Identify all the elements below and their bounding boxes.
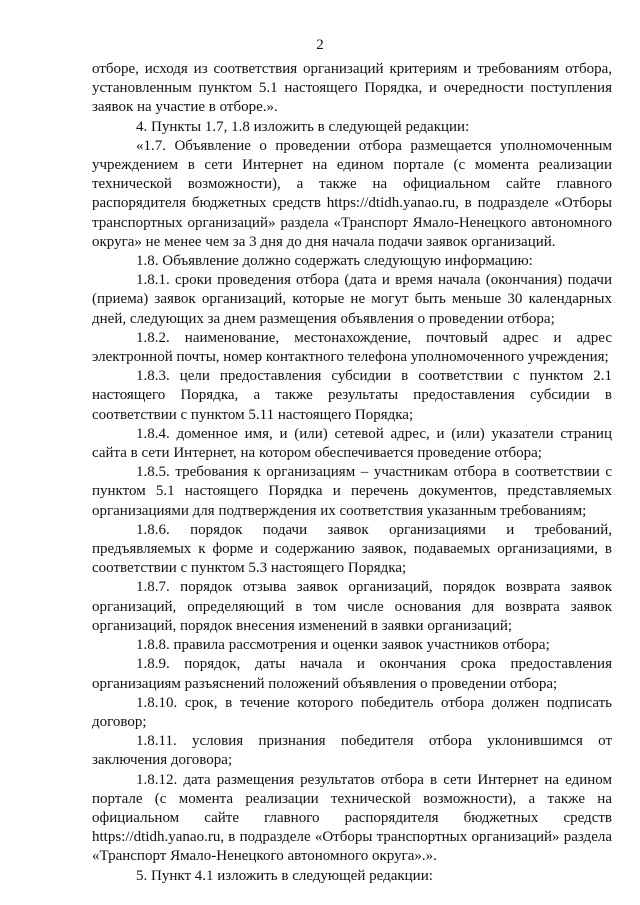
paragraph-clause-1-8-12: 1.8.12. дата размещения результатов отбора в сети Интернет на едином портале (с момента реализации технической возможности), а также на официальном сайте главного распорядителя бюджетных средств https://dtidh.yanao.ru, в подразделе «Отборы транспортных организаций» раздела «Транспорт Ямало-Ненецкого автономного округа».». bbox=[92, 771, 612, 865]
paragraph-clause-1-8-2: 1.8.2. наименование, местонахождение, почтовый адрес и адрес электронной почты, номер контактного телефона уполномоченного учреждения; bbox=[92, 329, 612, 366]
paragraph-clause-1-8: 1.8. Объявление должно содержать следующую информацию: bbox=[136, 253, 533, 270]
paragraph-clause-1-8-5: 1.8.5. требования к организациям – участникам отбора в соответствии с пунктом 5.1 настоящего Порядка и перечень документов, представляемых организациями для подтверждения их соответствия указанным требованиям; bbox=[92, 464, 612, 519]
paragraph-item-4: 4. Пункты 1.7, 1.8 изложить в следующей редакции: bbox=[136, 118, 470, 135]
paragraph-clause-1-8-10: 1.8.10. срок, в течение которого победитель отбора должен подписать договор; bbox=[92, 694, 612, 730]
paragraph-clause-1-8-1: 1.8.1. сроки проведения отбора (дата и время начала (окончания) подачи (приема) заявок организаций, которые не могут быть меньше 30 календарных дней, следующих за днем размещения объявления о проведении отбора; bbox=[92, 272, 612, 327]
paragraph-clause-1-8-11: 1.8.11. условия признания победителя отбора уклонившимся от заключения договора; bbox=[92, 733, 612, 769]
page-number: 2 bbox=[316, 37, 324, 53]
paragraph-clause-1-8-4: 1.8.4. доменное имя, и (или) сетевой адрес, и (или) указатели страниц сайта в сети Интернет, на котором обеспечивается проведение отбора; bbox=[92, 425, 612, 462]
paragraph-clause-1-8-6: 1.8.6. порядок подачи заявок организациями и требований, предъявляемых к форме и содержанию заявок, подаваемых организациями, в соответствии с пунктом 5.3 настоящего Порядка; bbox=[92, 521, 612, 577]
paragraph-clause-1-8-3: 1.8.3. цели предоставления субсидии в соответствии с пунктом 2.1 настоящего Порядка, а также результаты предоставления субсидии в соответствии с пунктом 5.11 настоящего Порядка; bbox=[92, 368, 612, 423]
paragraph-clause-1-7: «1.7. Объявление о проведении отбора размещается уполномоченным учреждением в сети Интернет на едином портале (с момента реализации технической возможности), а также на официальном сайте главного распорядителя бюджетных средств https://dtidh.yanao.ru, в подразделе «Отборы транспортных организаций» раздела «Транспорт Ямало-Ненецкого автономного округа» не менее чем за 3 дня до дня начала подачи заявок организаций. bbox=[92, 137, 612, 250]
paragraph-clause-1-8-7: 1.8.7. порядок отзыва заявок организаций, порядок возврата заявок организаций, определяющий в том числе основания для возврата заявок организаций, порядок внесения изменений в заявки организаций; bbox=[92, 579, 612, 634]
paragraph-clause-1-8-9: 1.8.9. порядок, даты начала и окончания срока предоставления организациям разъяснений положений объявления о проведении отбора; bbox=[92, 656, 612, 692]
paragraph-continuation: отборе, исходя из соответствия организаций критериям и требованиям отбора, установленным пунктом 5.1 настоящего Порядка, и очередности поступления заявок на участие в отборе.». bbox=[92, 61, 612, 116]
paragraph-clause-1-8-8: 1.8.8. правила рассмотрения и оценки заявок участников отбора; bbox=[136, 637, 550, 654]
document-body bbox=[92, 60, 612, 886]
paragraph-item-5: 5. Пункт 4.1 изложить в следующей редакции: bbox=[136, 867, 433, 884]
